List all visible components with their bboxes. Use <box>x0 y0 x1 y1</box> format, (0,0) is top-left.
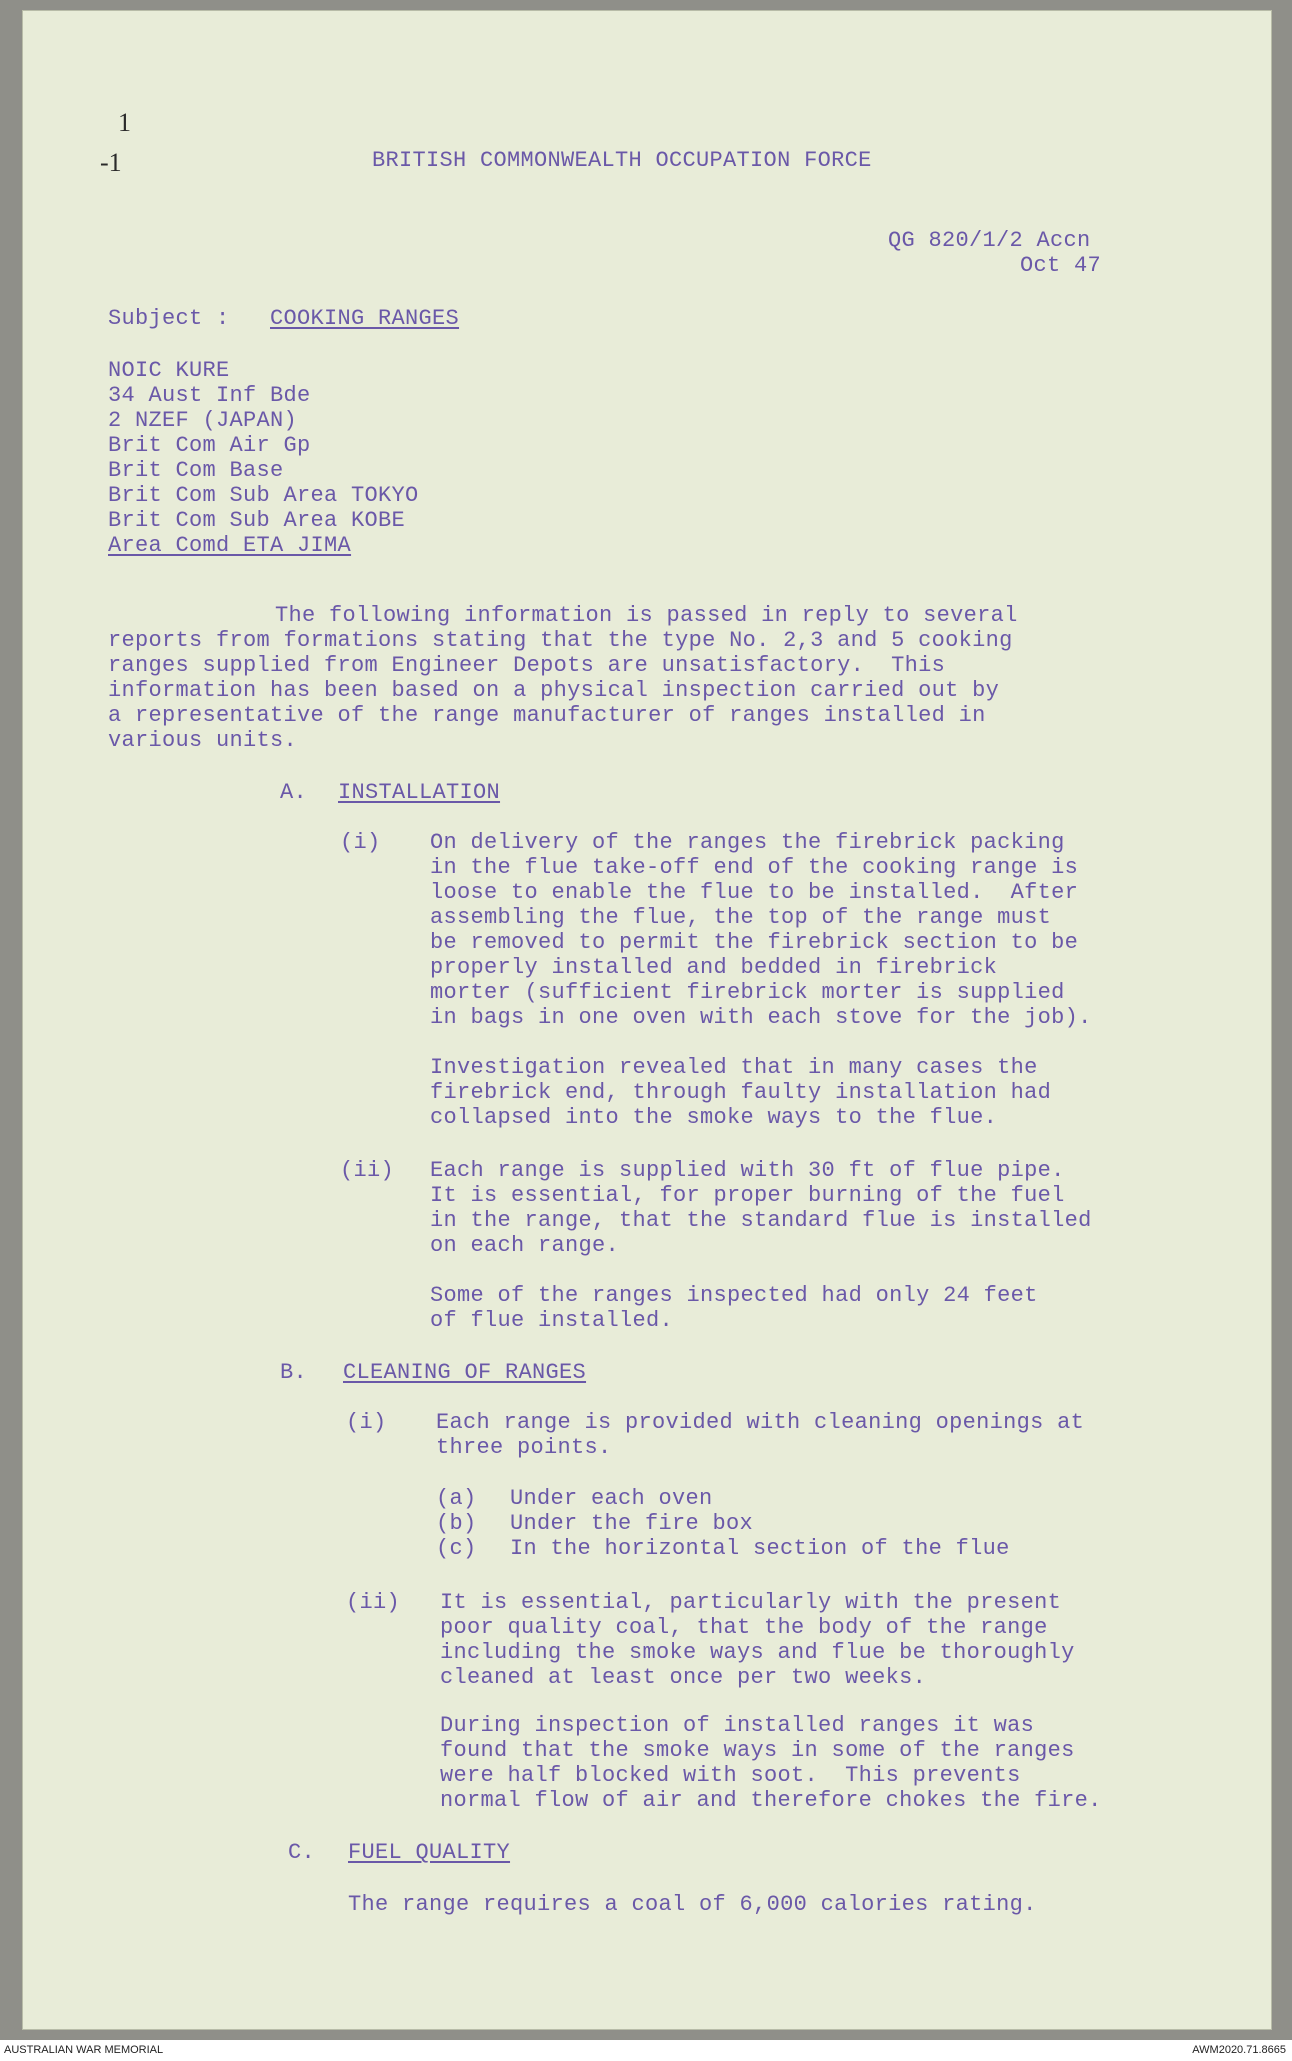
subject-title: COOKING RANGES <box>270 306 460 331</box>
text-line: On delivery of the ranges the firebrick packing <box>430 830 1065 855</box>
addressee: NOIC KURE <box>108 358 230 383</box>
text-line: collapsed into the smoke ways to the flue. <box>430 1105 998 1130</box>
text-line: assembling the flue, the top of the range must <box>430 905 1052 930</box>
handwritten-mark-1: 1 <box>118 108 131 137</box>
text-line: During inspection of installed ranges it was <box>440 1713 1035 1738</box>
point-text: Under the fire box <box>510 1511 754 1536</box>
addressee: 2 NZEF (JAPAN) <box>108 408 298 433</box>
intro-line: a representative of the range manufacturer of ranges installed in <box>108 703 986 728</box>
section-b-item-i-number: (i) <box>346 1410 387 1435</box>
archive-footer <box>0 2040 1292 2061</box>
text-line: were half blocked with soot. This prevents <box>440 1763 1021 1788</box>
text-line: poor quality coal, that the body of the range <box>440 1615 1048 1640</box>
text-line: Each range is supplied with 30 ft of flue pipe. <box>430 1158 1065 1183</box>
text-line: loose to enable the flue to be installed. After <box>430 880 1079 905</box>
text-line: It is essential, for proper burning of the fuel <box>430 1183 1065 1208</box>
text-line: It is essential, particularly with the present <box>440 1590 1062 1615</box>
text-line: in the range, that the standard flue is installed <box>430 1208 1092 1233</box>
text-line: firebrick end, through faulty installation had <box>430 1080 1052 1105</box>
addressee: Brit Com Air Gp <box>108 433 311 458</box>
section-a-item-ii-number: (ii) <box>340 1158 395 1183</box>
handwritten-mark-2: -1 <box>100 148 122 177</box>
addressee: Brit Com Sub Area TOKYO <box>108 483 419 508</box>
text-line: in the flue take-off end of the cooking range is <box>430 855 1079 880</box>
text-line: morter (sufficient firebrick morter is supplied <box>430 980 1065 1005</box>
text-line: found that the smoke ways in some of the ranges <box>440 1738 1075 1763</box>
text-line: Some of the ranges inspected had only 24 feet <box>430 1283 1038 1308</box>
point-text: In the horizontal section of the flue <box>510 1536 1010 1561</box>
section-a-letter: A. <box>280 780 308 805</box>
section-c-letter: C. <box>288 1840 316 1865</box>
text-line: on each range. <box>430 1233 620 1258</box>
text-line: of flue installed. <box>430 1308 674 1333</box>
text-line: be removed to permit the firebrick section to be <box>430 930 1079 955</box>
reference-number: QG 820/1/2 Accn <box>888 228 1091 253</box>
text-line: including the smoke ways and flue be thoroughly <box>440 1640 1075 1665</box>
section-a-title: INSTALLATION <box>338 780 501 805</box>
point-key: (b) <box>436 1511 477 1536</box>
text-line: Investigation revealed that in many cases the <box>430 1055 1038 1080</box>
section-c-text: The range requires a coal of 6,000 calories rating. <box>348 1892 1037 1917</box>
text-line: in bags in one oven with each stove for the job). <box>430 1005 1092 1030</box>
addressee: Area Comd ETA JIMA <box>108 533 352 558</box>
intro-line: information has been based on a physical inspection carried out by <box>108 678 1000 703</box>
text-line: normal flow of air and therefore chokes the fire. <box>440 1788 1102 1813</box>
addressee: Brit Com Sub Area KOBE <box>108 508 406 533</box>
point-key: (a) <box>436 1486 477 1511</box>
addressee: 34 Aust Inf Bde <box>108 383 311 408</box>
section-b-title: CLEANING OF RANGES <box>343 1360 587 1385</box>
subject-label: Subject : <box>108 306 230 331</box>
archive-name: AUSTRALIAN WAR MEMORIAL <box>4 2044 164 2056</box>
document-header: BRITISH COMMONWEALTH OCCUPATION FORCE <box>372 148 872 173</box>
text-line: cleaned at least once per two weeks. <box>440 1665 927 1690</box>
intro-line: reports from formations stating that the type No. 2,3 and 5 cooking <box>108 628 1013 653</box>
section-b-item-ii-number: (ii) <box>346 1590 401 1615</box>
intro-line: ranges supplied from Engineer Depots are unsatisfactory. This <box>108 653 946 678</box>
text-line: three points. <box>436 1435 612 1460</box>
section-a-item-i-number: (i) <box>340 830 381 855</box>
document-date: Oct 47 <box>1020 253 1102 278</box>
point-key: (c) <box>436 1536 477 1561</box>
archive-reference: AWM2020.71.8665 <box>1192 2044 1286 2056</box>
point-text: Under each oven <box>510 1486 713 1511</box>
text-line: Each range is provided with cleaning openings at <box>436 1410 1085 1435</box>
intro-line: The following information is passed in reply to several <box>275 603 1018 628</box>
section-c-title: FUEL QUALITY <box>348 1840 511 1865</box>
intro-line: various units. <box>108 728 298 753</box>
text-line: properly installed and bedded in firebrick <box>430 955 998 980</box>
addressee: Brit Com Base <box>108 458 284 483</box>
section-b-letter: B. <box>280 1360 308 1385</box>
